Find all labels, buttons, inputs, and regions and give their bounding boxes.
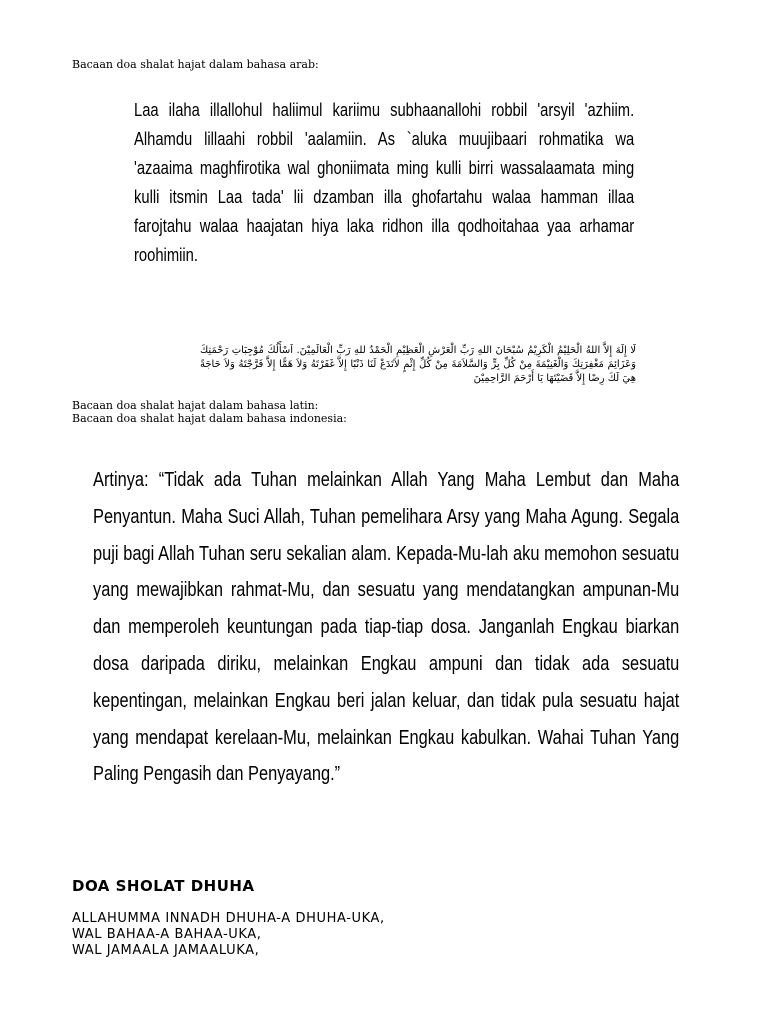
dhuha-line: WAL BAHAA-A BAHAA-UKA, bbox=[72, 927, 262, 942]
transliteration-image-text: Laa ilaha illallohul haliimul kariimu subhaanallohi robbil 'arsyil 'azhiim. Alhamdu lillaahi robbil 'aalamiin. As `aluka muujibaari rohmatika wa 'azaaima maghfirotika wal ghoniimata ming kulli birri wassalaamata ming kulli itsmin Laa tada' lii dzamban illa ghofartahu walaa hamman illaa farojtahu walaa haajatan hiya laka ridhon illa qodhoitahaa yaa arhamar roohimiin. bbox=[134, 100, 635, 265]
dhuha-line: WAL JAMAALA JAMAALUKA, bbox=[72, 943, 260, 958]
dhuha-prayer-lines bbox=[72, 911, 385, 959]
latin-label: Bacaan doa shalat hajat dalam bahasa latin: bbox=[72, 399, 319, 412]
dhuha-heading: DOA SHOLAT DHUHA bbox=[72, 877, 255, 895]
dhuha-line: ALLAHUMMA INNADH DHUHA-A DHUHA-UKA, bbox=[72, 911, 385, 926]
arabic-prayer-text: لَا إِلَهَ إِلاَّ اللهُ الْحَلِيْمُ الْكَرِيْمُ سُبْحَانَ اللهِ رَبِّ الْعَرْشِ الْعَظِيْمِ الْحَمْدُ للهِ رَبِّ الْعَالَمِيْنَ. اَسْأَلُكَ مُوْجِبَاتِ رَحْمَتِكَ وَعَزَائِمَ مَغْفِرَتِكَ وَالْغَنِيْمَةَ مِنْ كُلِّ بِرٍّ وَالسَّلاَمَةَ مِنْ كُلِّ إِثْمٍ لاَتَدَعْ لَنَا ذَنْبًا إِلاَّ غَفَرْتَهُ وَلاَ هَمًّا إِلاَّ فَرَّجْتَهُ وَلاَ حَاجَةً هِيَ لَكَ رِضًا إِلاَّ قَضَيْتَهَا يَا أَرْحَمَ الرَّاحِمِيْنَ bbox=[200, 345, 636, 384]
translation-image-text: Artinya: “Tidak ada Tuhan melainkan Allah Yang Maha Lembut dan Maha Penyantun. Maha Suci Allah, Tuhan pemelihara Arsy yang Maha Agung. Segala puji bagi Allah Tuhan seru sekalian alam. Kepada-Mu-lah aku memohon sesuatu yang mewajibkan rahmat-Mu, dan sesuatu yang mendatangkan ampunan-Mu dan memperoleh keuntungan pada tiap-tiap dosa. Janganlah Engkau biarkan dosa daripada diriku, melainkan Engkau ampuni dan tidak ada sesuatu kepentingan, melainkan Engkau beri jalan keluar, dan tidak pula sesuatu hajat yang mendapat kerelaan-Mu, melainkan Engkau kabulkan. Wahai Tuhan Yang Paling Pengasih dan Penyayang.” bbox=[93, 469, 680, 786]
arab-label: Bacaan doa shalat hajat dalam bahasa arab: bbox=[72, 58, 319, 71]
indonesia-label: Bacaan doa shalat hajat dalam bahasa indonesia: bbox=[72, 412, 347, 425]
